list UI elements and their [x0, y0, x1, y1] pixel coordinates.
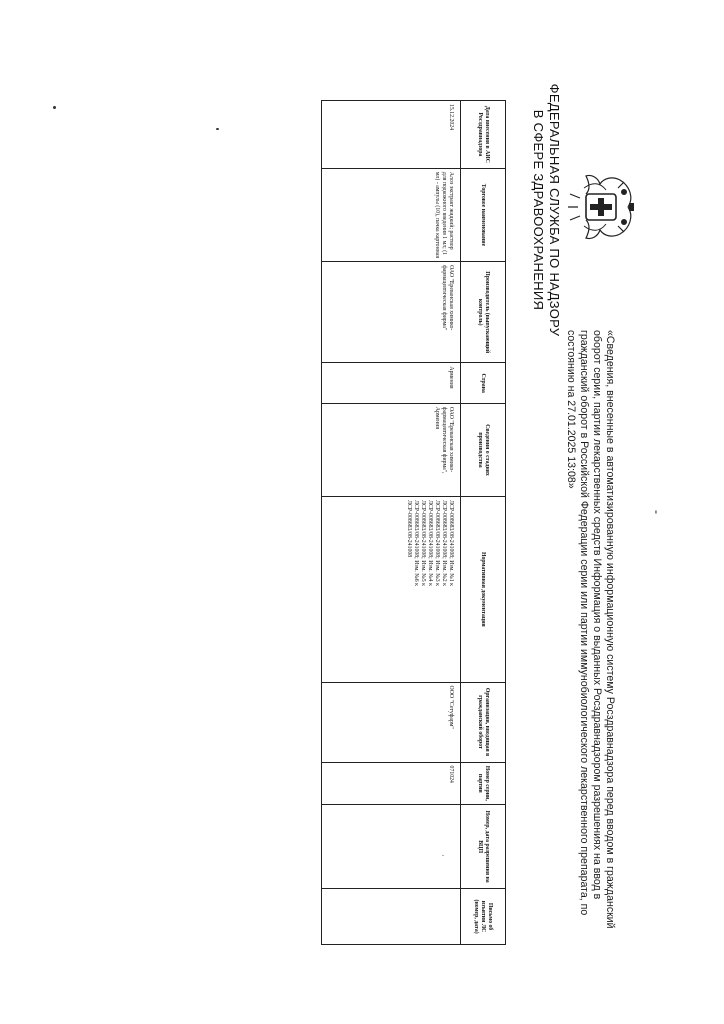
cell-trade-name: Алоэ экстракт жидкий; раствор для подкожного введения 1 мл; (1 мл) - ампулы (10), пачка картонная — [322, 168, 461, 261]
scan-mark: - — [650, 510, 664, 514]
header-series: Номер серии, партии — [461, 762, 506, 805]
header-date: Дата внесения в АИС Росздравнадзора — [461, 101, 506, 169]
header-manufacturer-info: Сведения о стадиях производства — [461, 403, 506, 496]
header-trade-name: Торговое наименование — [461, 168, 506, 261]
cell-manufacturer: ОАО "Ереванская химико-фармацевтическая фирма" — [322, 262, 461, 363]
permit-mark: · — [438, 854, 447, 857]
normative-doc-line: ЛСР-008683/08-241008; Изм. №6 к — [413, 500, 419, 586]
normative-doc-line: ЛСР-008683/08-241008; Изм. №1 к — [448, 500, 454, 586]
cell-letter — [322, 889, 461, 945]
agency-name-line2: В СФЕРЕ ЗДРАВООХРАНЕНИЯ — [531, 109, 546, 311]
header-letter: Письмо об изъятии ЛС (номер, дата) — [461, 889, 506, 945]
scan-speck — [216, 128, 219, 130]
cell-organization: ООО "Сетуфарм" — [322, 682, 461, 762]
header-country: Страна — [461, 363, 506, 404]
cell-date: 15.12.2024 — [322, 101, 461, 169]
normative-doc-line: ЛСР-008683/08-241008; Изм. №2 к — [441, 500, 447, 586]
header-normative-doc: Нормативная документация — [461, 497, 506, 682]
document-title: «Сведения, внесенные в автоматизированную информационную систему Росздравнадзора перед вводом в гражданский оборот серии, партии лекарственных средств Информация о выданных Росздравнадзором разрешениях на ввод в гражданский оборот в Российской Федерации серии или партии иммунобиологического лекарственного препарата, по состоянию на 27.01.2025 13:08» — [565, 330, 616, 929]
cell-series: 071024 — [322, 762, 461, 805]
normative-doc-line: ЛСР-008683/08-241008 — [406, 500, 412, 558]
normative-doc-line: ЛСР-008683/08-241008; Изм. №4 к — [427, 500, 433, 586]
header-organization: Организация, вводящая в гражданский оборот — [461, 682, 506, 762]
agency-name-line1: ФЕДЕРАЛЬНАЯ СЛУЖБА ПО НАДЗОРУ — [547, 83, 562, 337]
records-table — [321, 100, 506, 945]
table-row — [322, 101, 461, 945]
normative-doc-line: ЛСР-008683/08-241008; Изм. №3 к — [434, 500, 440, 586]
double-headed-eagle-emblem-icon — [564, 168, 636, 246]
scan-speck — [53, 106, 56, 109]
cell-normative-doc — [322, 497, 461, 682]
header-manufacturer: Производитель (выпускающий контроль) — [461, 262, 506, 363]
cell-manufacturer-info: ОАО "Ереванская химико-фармацевтическая фирма", Армения — [322, 403, 461, 496]
normative-doc-line: ЛСР-008683/08-241008; Изм. №5 к — [420, 500, 426, 586]
table-header-row — [461, 101, 506, 945]
cell-country: Армения — [322, 363, 461, 404]
cell-permit — [322, 805, 461, 889]
header-permit: Номер, дата разрешения на ВЦП — [461, 805, 506, 889]
